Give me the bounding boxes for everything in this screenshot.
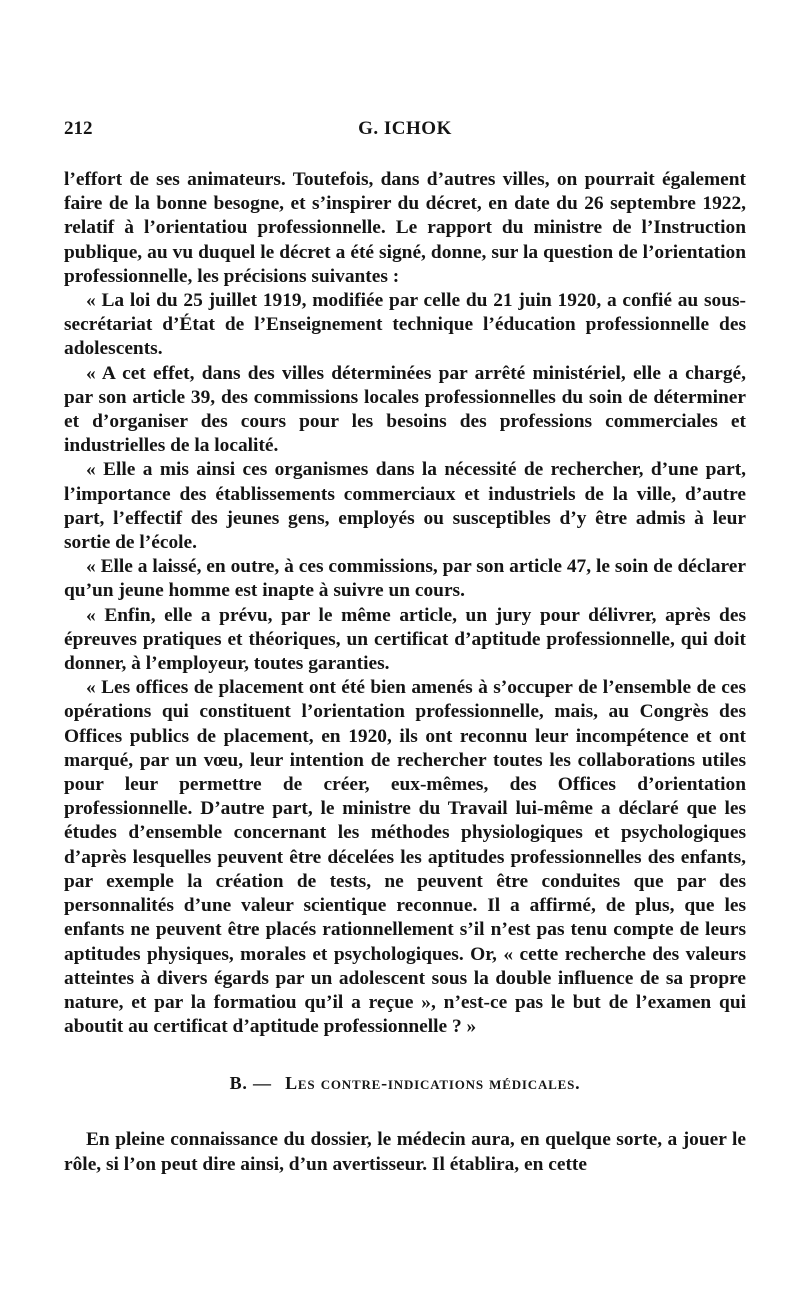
section-heading bbox=[64, 1073, 746, 1094]
paragraph: « Elle a laissé, en outre, à ces commissions, par son article 47, le soin de déclarer qu’un jeune homme est inapte à suivre un cours. bbox=[64, 556, 746, 602]
body-text bbox=[64, 168, 746, 1039]
book-page bbox=[64, 118, 746, 1177]
closing-text bbox=[64, 1128, 746, 1176]
paragraph: « Les offices de placement ont été bien amenés à s’occuper de l’ensemble de ces opérations qui constituent l’orientation professionnelle, mais, au Congrès des Offices publics de placement, en 1920, ils ont reconnu leur incompétence et ont marqué, par un vœu, leur intention de rechercher toutes les collaborations utiles pour leur permettre de créer, eux-mêmes, des Offices d’orientation professionnelle. D’autre part, le ministre du Travail lui-même a déclaré que les études d’ensemble concernant les méthodes physiologiques et psychologiques d’après lesquelles peuvent être décelées les aptitudes professionnelles des enfants, par exemple la création de tests, ne peuvent être conduites que par des personnalités d’une valeur scientique reconnue. Il a affirmé, de plus, que les enfants ne peuvent être placés rationnellement s’il n’est pas tenu compte de leurs aptitudes physiques, morales et psychologiques. Or, « cette recherche des valeurs atteintes à divers égards par un adolescent sous la double influence de sa propre nature, et par la formatiou qu’il a reçue », n’est-ce pas le but de l’examen qui aboutit au certificat d’aptitude professionnelle ? » bbox=[64, 677, 746, 1038]
section-title: Les contre-indications médicales. bbox=[285, 1073, 581, 1094]
running-head bbox=[64, 118, 746, 144]
paragraph: « Enfin, elle a prévu, par le même article, un jury pour délivrer, après des épreuves pratiques et théoriques, un certificat d’aptitude professionnelle, qui doit donner, à l’employeur, toutes garanties. bbox=[64, 604, 746, 675]
paragraph: « La loi du 25 juillet 1919, modifiée par celle du 21 juin 1920, a confié au sous-secrétariat d’État de l’Enseignement technique l’éducation professionnelle des adolescents. bbox=[64, 290, 746, 360]
paragraph: « A cet effet, dans des villes déterminées par arrêté ministériel, elle a chargé, par son article 39, des commissions locales professionnelles du soin de déterminer et d’organiser des cours pour les besoins des professions commerciales et industrielles de la localité. bbox=[64, 362, 746, 457]
paragraph: « Elle a mis ainsi ces organismes dans la nécessité de rechercher, d’une part, l’importance des établissements commerciaux et industriels de la ville, d’autre part, l’effectif des jeunes gens, employés ou susceptibles d’y être admis à leur sortie de l’école. bbox=[64, 459, 746, 554]
running-head-author: G. ICHOK bbox=[358, 118, 452, 139]
paragraph: En pleine connaissance du dossier, le médecin aura, en quelque sorte, a jouer le rôle, si l’on peut dire ainsi, d’un avertisseur. Il établira, en cette bbox=[64, 1129, 746, 1175]
page-number: 212 bbox=[64, 118, 93, 139]
section-letter: B. — bbox=[229, 1073, 272, 1094]
paragraph: l’effort de ses animateurs. Toutefois, dans d’autres villes, on pourrait également faire de la bonne besogne, et s’inspirer du décret, en date du 26 septembre 1922, relatif à l’orientatiou professionnelle. Le rapport du ministre de l’Instruction publique, au vu duquel le décret a été signé, donne, sur la question de l’orientation professionnelle, les précisions suivantes : bbox=[64, 169, 746, 287]
